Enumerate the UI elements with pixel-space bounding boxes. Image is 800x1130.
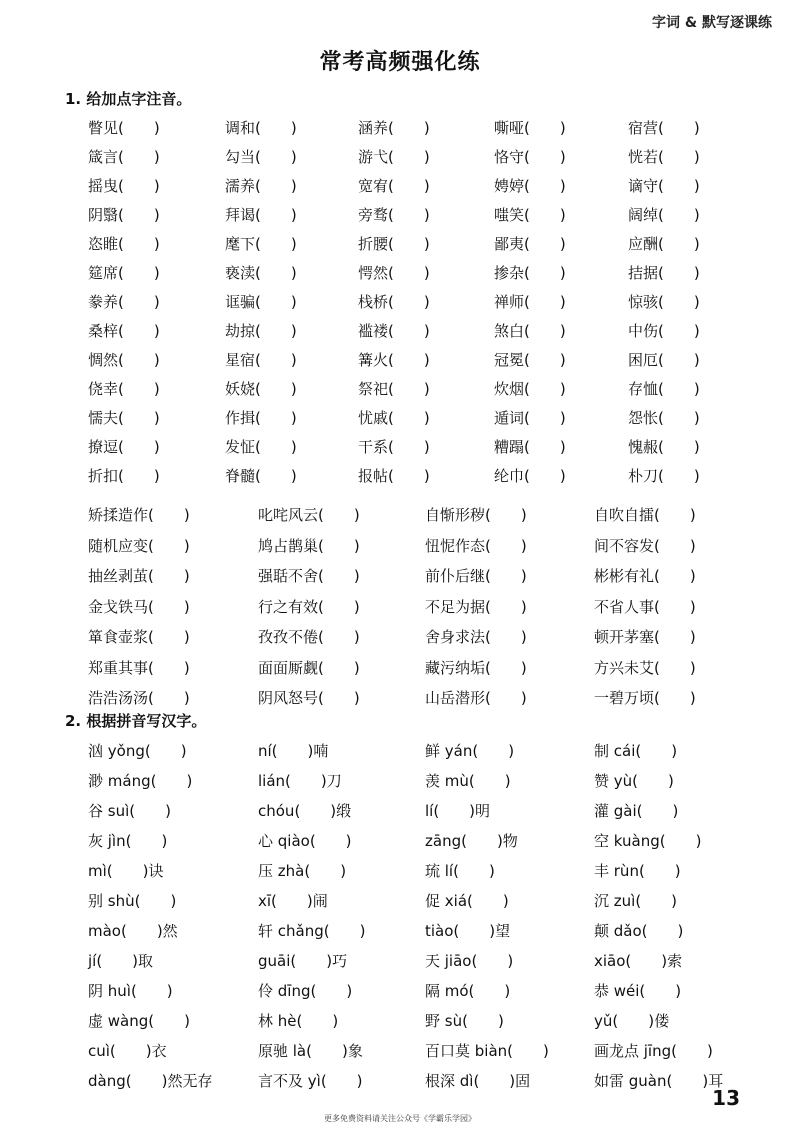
- exercise-item: 原驰 là( )象: [258, 1042, 363, 1060]
- exercise-item: 濡养( ): [225, 177, 297, 195]
- exercise-item: 劫掠( ): [225, 322, 297, 340]
- exercise-item: 渺 máng( ): [88, 772, 193, 790]
- exercise-item: 伶 dīng( ): [258, 982, 353, 1000]
- exercise-item: 桑梓( ): [88, 322, 160, 340]
- exercise-item: 野 sù( ): [425, 1012, 504, 1030]
- exercise-item: 行之有效( ): [258, 597, 360, 616]
- exercise-item: 作揖( ): [225, 409, 297, 427]
- exercise-item: 丰 rùn( ): [594, 862, 681, 880]
- exercise-item: xiāo( )索: [594, 952, 683, 970]
- exercise-item: 阔绰( ): [628, 206, 700, 224]
- exercise-item: 谷 suì( ): [88, 802, 171, 820]
- exercise-item: 言不及 yì( ): [258, 1072, 363, 1090]
- exercise-item: 赞 yù( ): [594, 772, 674, 790]
- exercise-item: 鄙夷( ): [494, 235, 566, 253]
- exercise-item: tiào( )望: [425, 922, 511, 940]
- exercise-item: 困厄( ): [628, 351, 700, 369]
- exercise-item: 如雷 guàn( )耳: [594, 1072, 724, 1090]
- exercise-item: 发怔( ): [225, 438, 297, 456]
- exercise-item: 拮据( ): [628, 264, 700, 282]
- exercise-item: 浩浩汤汤( ): [88, 689, 190, 707]
- exercise-item: 褴褛( ): [358, 322, 430, 340]
- exercise-item: 涵养( ): [358, 119, 430, 137]
- exercise-item: 忸怩作态( ): [425, 536, 527, 555]
- exercise-item: 煞白( ): [494, 322, 566, 340]
- exercise-item: 妖娆( ): [225, 380, 297, 398]
- exercise-item: 豢养( ): [88, 293, 160, 311]
- exercise-item: 朴刀( ): [628, 467, 700, 485]
- exercise-item: 怨怅( ): [628, 409, 700, 427]
- exercise-item: 宽宥( ): [358, 177, 430, 195]
- exercise-item: 恍若( ): [628, 148, 700, 166]
- section1-heading: 1. 给加点字注音。: [65, 90, 192, 108]
- exercise-item: 孜孜不倦( ): [258, 628, 360, 646]
- exercise-item: 旁骛( ): [358, 206, 430, 224]
- exercise-item: 一碧万顷( ): [594, 689, 696, 707]
- exercise-item: 栈桥( ): [358, 293, 430, 311]
- exercise-item: 面面厮觑( ): [258, 658, 360, 677]
- exercise-item: 矫揉造作( ): [88, 506, 190, 524]
- exercise-item: 存恤( ): [628, 380, 700, 398]
- exercise-item: 报帖( ): [358, 467, 430, 485]
- exercise-item: 方兴未艾( ): [594, 658, 696, 677]
- exercise-item: 林 hè( ): [258, 1012, 339, 1030]
- exercise-item: 制 cái( ): [594, 742, 678, 760]
- exercise-item: 鲜 yán( ): [425, 742, 515, 760]
- exercise-item: 空 kuàng( ): [594, 832, 702, 850]
- exercise-item: 懦夫( ): [88, 409, 160, 427]
- exercise-item: 惆然( ): [88, 351, 160, 369]
- exercise-item: 亵渎( ): [225, 264, 297, 282]
- exercise-item: 恣睢( ): [88, 235, 160, 253]
- exercise-item: 中伤( ): [628, 322, 700, 340]
- exercise-item: 前仆后继( ): [425, 567, 527, 585]
- exercise-item: 星宿( ): [225, 351, 297, 369]
- exercise-item: 沉 zuì( ): [594, 892, 678, 910]
- exercise-item: 娉婷( ): [494, 177, 566, 195]
- exercise-item: 愕然( ): [358, 264, 430, 282]
- exercise-item: 麾下( ): [225, 235, 297, 253]
- exercise-item: 冠冕( ): [494, 351, 566, 369]
- exercise-item: 不足为据( ): [425, 597, 527, 616]
- exercise-item: 压 zhà( ): [258, 862, 347, 880]
- exercise-item: 抽丝剥茧( ): [88, 567, 190, 585]
- exercise-item: 画龙点 jīng( ): [594, 1042, 713, 1060]
- exercise-item: 干系( ): [358, 438, 430, 456]
- exercise-item: 禅师( ): [494, 293, 566, 311]
- exercise-item: 撩逗( ): [88, 438, 160, 456]
- exercise-item: 灌 gài( ): [594, 802, 679, 820]
- exercise-item: 摇曳( ): [88, 177, 160, 195]
- exercise-item: 嗤笑( ): [494, 206, 566, 224]
- exercise-item: 虚 wàng( ): [88, 1012, 190, 1030]
- exercise-item: guāi( )巧: [258, 952, 348, 970]
- exercise-item: 诓骗( ): [225, 293, 297, 311]
- exercise-item: 忧戚( ): [358, 409, 430, 427]
- page-number: 13: [712, 1086, 740, 1110]
- exercise-item: 天 jiāo( ): [425, 952, 514, 970]
- exercise-item: 心 qiào( ): [258, 832, 352, 850]
- exercise-item: chóu( )缎: [258, 802, 352, 820]
- exercise-item: 折腰( ): [358, 235, 430, 253]
- exercise-item: 阴风怒号( ): [258, 689, 360, 707]
- exercise-item: 不省人事( ): [594, 597, 696, 616]
- exercise-item: 根深 dì( )固: [425, 1072, 531, 1090]
- exercise-item: 糟蹋( ): [494, 438, 566, 456]
- exercise-item: 自惭形秽( ): [425, 506, 527, 524]
- exercise-item: jí( )取: [88, 952, 154, 970]
- exercise-item: 汹 yǒng( ): [88, 742, 187, 760]
- exercise-item: 恪守( ): [494, 148, 566, 166]
- exercise-item: 鸠占鹊巢( ): [258, 536, 360, 555]
- exercise-item: 勾当( ): [225, 148, 297, 166]
- page-title: 常考高频强化练: [319, 50, 481, 75]
- exercise-item: 掺杂( ): [494, 264, 566, 282]
- exercise-item: lí( )明: [425, 802, 491, 820]
- exercise-item: 侥幸( ): [88, 380, 160, 398]
- exercise-item: 炊烟( ): [494, 380, 566, 398]
- exercise-item: 嘶哑( ): [494, 119, 566, 137]
- exercise-item: 随机应变( ): [88, 536, 190, 555]
- exercise-item: 别 shù( ): [88, 892, 177, 910]
- exercise-item: 愧赧( ): [628, 438, 700, 456]
- exercise-item: yǔ( )偻: [594, 1012, 670, 1030]
- exercise-item: 山岳潜形( ): [425, 689, 527, 707]
- exercise-item: 谪守( ): [628, 177, 700, 195]
- exercise-item: dàng( )然无存: [88, 1072, 213, 1090]
- exercise-item: 惊骇( ): [628, 293, 700, 311]
- header-series-label: 字词 & 默写逐课练: [652, 15, 772, 31]
- exercise-item: 祭祀( ): [358, 380, 430, 398]
- exercise-item: 顿开茅塞( ): [594, 628, 696, 646]
- exercise-item: 应酬( ): [628, 235, 700, 253]
- exercise-item: mào( )然: [88, 922, 178, 940]
- exercise-item: 自吹自擂( ): [594, 506, 696, 524]
- exercise-item: 颠 dǎo( ): [594, 922, 684, 940]
- exercise-item: 郑重其事( ): [88, 658, 190, 677]
- exercise-item: 脊髓( ): [225, 467, 297, 485]
- exercise-item: 折扣( ): [88, 467, 160, 485]
- exercise-item: 舍身求法( ): [425, 628, 527, 646]
- exercise-item: 阴翳( ): [88, 206, 160, 224]
- exercise-item: 瞥见( ): [88, 119, 160, 137]
- exercise-item: 百口莫 biàn( ): [425, 1042, 549, 1060]
- exercise-item: 箴言( ): [88, 148, 160, 166]
- exercise-item: 彬彬有礼( ): [594, 567, 696, 585]
- exercise-item: mì( )诀: [88, 862, 164, 880]
- exercise-item: 纶巾( ): [494, 467, 566, 485]
- exercise-item: 间不容发( ): [594, 536, 696, 555]
- exercise-item: 调和( ): [225, 119, 297, 137]
- exercise-item: 遁词( ): [494, 409, 566, 427]
- exercise-item: xī( )闹: [258, 892, 328, 910]
- exercise-item: 游弋( ): [358, 148, 430, 166]
- exercise-item: 促 xiá( ): [425, 892, 509, 910]
- section2-heading: 2. 根据拼音写汉字。: [65, 712, 207, 730]
- exercise-item: zāng( )物: [425, 832, 518, 850]
- exercise-item: 拜谒( ): [225, 206, 297, 224]
- exercise-item: 阴 huì( ): [88, 982, 173, 1000]
- exercise-item: 隔 mó( ): [425, 982, 511, 1000]
- exercise-item: 藏污纳垢( ): [425, 658, 527, 677]
- exercise-item: 篝火( ): [358, 351, 430, 369]
- exercise-item: 恭 wéi( ): [594, 982, 682, 1000]
- exercise-item: 筵席( ): [88, 264, 160, 282]
- exercise-item: lián( )刀: [258, 772, 342, 790]
- exercise-item: 宿营( ): [628, 119, 700, 137]
- exercise-item: 轩 chǎng( ): [258, 922, 366, 940]
- exercise-item: 羡 mù( ): [425, 772, 511, 790]
- exercise-item: 箪食壶浆( ): [88, 628, 190, 646]
- exercise-item: cuì( )衣: [88, 1042, 167, 1060]
- exercise-item: 叱咤风云( ): [258, 506, 360, 524]
- exercise-item: ní( )喃: [258, 742, 329, 760]
- exercise-item: 灰 jìn( ): [88, 832, 168, 850]
- exercise-item: 强聒不舍( ): [258, 567, 360, 585]
- footer-note: 更多免费资料请关注公众号《学霸乐学园》: [324, 1114, 476, 1123]
- exercise-item: 金戈铁马( ): [88, 597, 190, 616]
- exercise-item: 琉 lí( ): [425, 862, 495, 880]
